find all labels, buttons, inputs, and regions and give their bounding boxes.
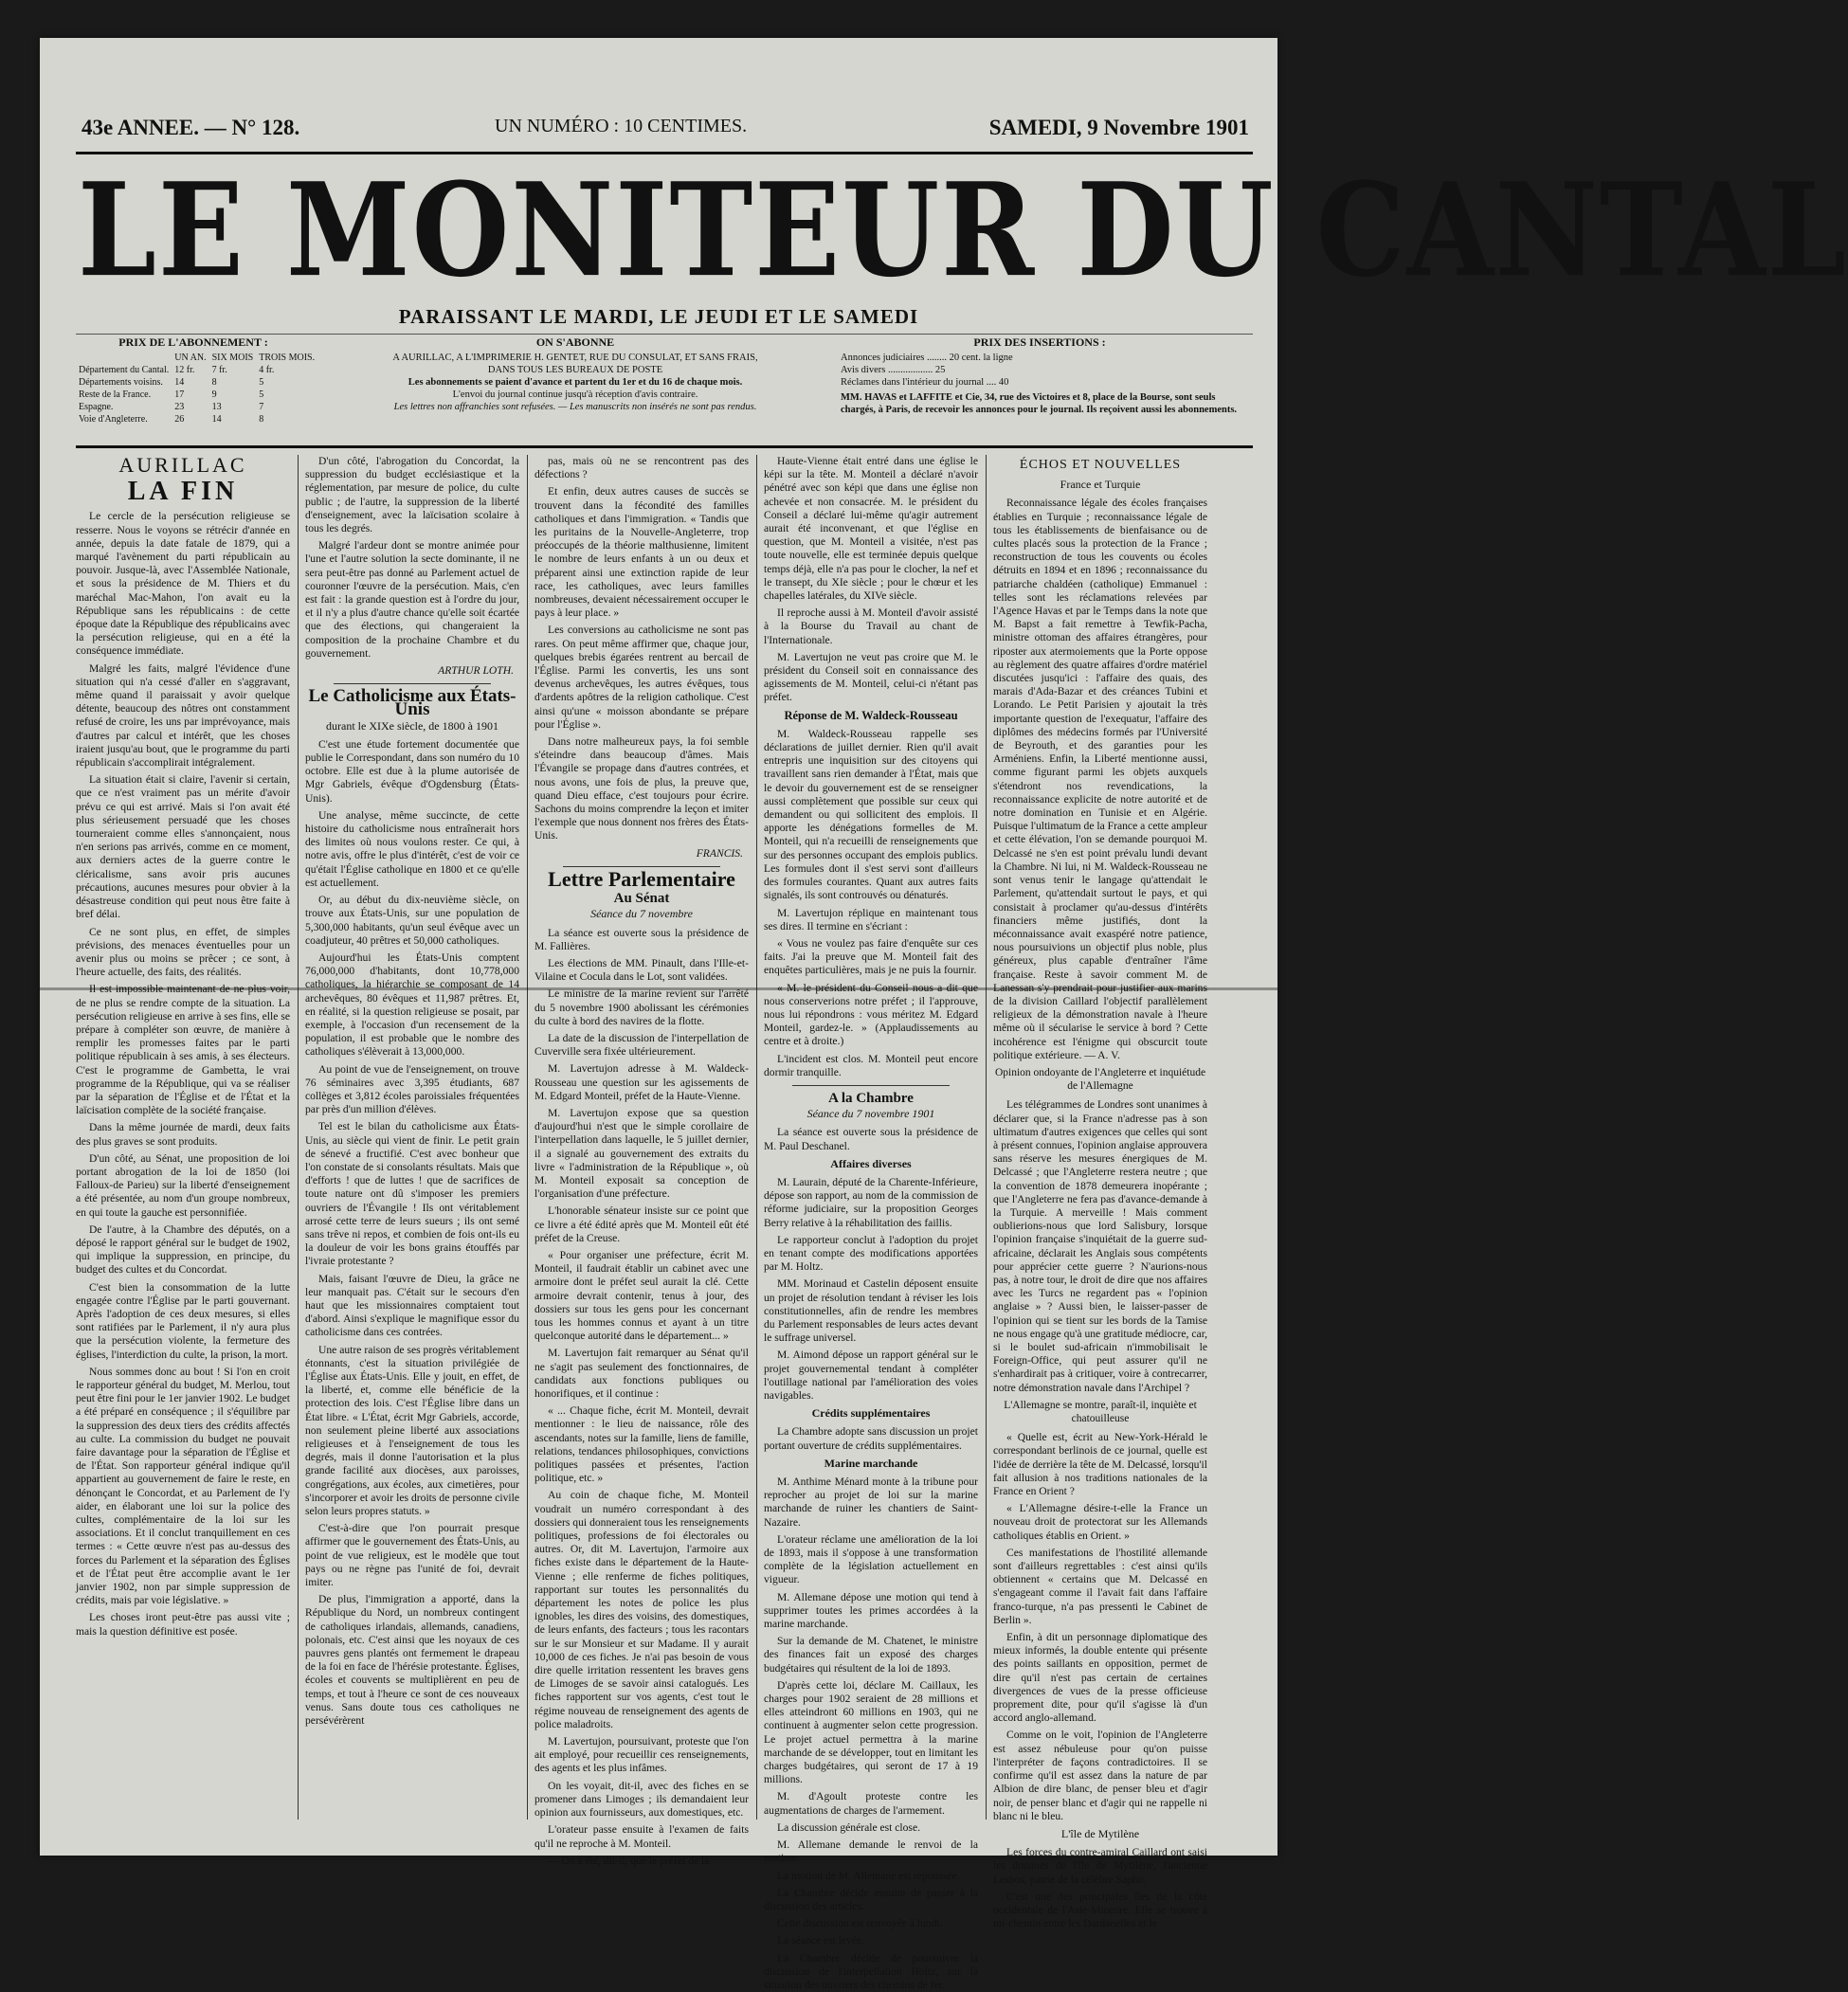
paragraph: Le cercle de la persécution religieuse se resserre. Nous le voyons se rétrécir d'année en année, depuis la date fatale de 1879, qui a marqué l'avènement du parti républicain au pouvoir. Jusque-là, avec l'Assemblée Nationale, et sous la présidence de M. Thiers et du maréchal Mac-Mahon, l'on avait eu la République sans les républicains : de cette époque date la République des républicains avec la persécution religieuse, qui en a été la conséquence immédiate.	[76, 510, 290, 658]
paragraph: MM. Morinaud et Castelin déposent ensuite un projet de résolution tendant à réviser les lois constitutionnelles, afin de rendre les membres du Parlement responsables de leurs actes devant le suffrage universel.	[764, 1277, 978, 1345]
subscription-prices	[76, 335, 316, 443]
section-subtitle: Crédits supplémentaires	[811, 1406, 931, 1421]
cell: 7 fr.	[211, 365, 227, 375]
paragraph: L'honorable sénateur insiste sur ce point que ce livre a été édité après que M. Monteil eût été préfet de la Creuse.	[534, 1204, 749, 1244]
paragraph: Malgré l'ardeur dont se montre animée pour l'une et l'autre solution la secte dominante, il ne sera peut-être pas donné au Parlement actuel de couronner l'œuvre de la persécution. Mais, c'en est fait : la grande question est à l'ordre du jour, et il n'y a plus d'autre chance qu'elle soit écartée que des élections, qui changeraient la composition de la prochaine Chambre et du gouvernement.	[305, 539, 519, 660]
paragraph: « M. le président du Conseil nous a dit que nous conserverions notre préfet ; il l'approuve, nous lui répondrons : vous méritez M. Edgard Monteil, gardez-le. » (Applaudissements au centre et à droite.)	[764, 981, 978, 1048]
cell: 14	[211, 414, 222, 425]
row-label: Espagne.	[79, 402, 114, 412]
subscribe-line: Les lettres non affranchies sont refusées. — Les manuscrits non insérés ne sont pas rendus.	[393, 402, 757, 412]
paragraph: M. Lavertujon fait remarquer au Sénat qu'il ne s'agit pas seulement des fonctionnaires, de candidats aux fonctions publiques ou honorifiques, et il continue :	[534, 1347, 749, 1400]
column-divider	[298, 455, 299, 1820]
subscribe-line: L'envoi du journal continue jusqu'à réception d'avis contraire.	[452, 389, 698, 400]
column-5	[993, 455, 1207, 1930]
paragraph: Les conversions au catholicisme ne sont pas rares. On peut même affirmer que, chaque jour, quelques brebis égarées rentrent au bercail de l'Église. Parmi les convertis, les uns sont devenus archevêques, les autres évêques, tous d'ardents apôtres de la religion catholique. C'est ainsi qu'une « moisson abondante se prépare pour l'Église ».	[534, 624, 749, 731]
paragraph: Reconnaissance légale des écoles françaises établies en Turquie ; reconnaissance légale de tous les établissements de bienfaisance ou de cultes placés sous la protection de la France ; reconstruction de tous les couvents ou écoles détruits en 1894 et en 1896 ; reconnaissance du patriarche chaldéen (catholique) Emmanuel : telles sont les réclamations relevées par l'Agence Havas et par le Temps dans la note que M. Bapst a fait remettre à Tewfik-Pacha, ministre ottoman des affaires étrangères, pour riposter aux atermoiements que la Porte oppose au règlement des quatre affaires d'ordre matériel discutées jusqu'ici : l'affaire des quais, des marais d'Ada-Bazar et des créances Tubini et Lorando. Le Petit Parisien y ajoutait la très importante question de l'exequatur, l'affaire des diplômes des médecins formés par l'Université de Beyrouth, et des garanties pour les Arméniens. Enfin, la Liberté mentionne aussi, comme figurant parmi les objets auxquels s'étendront nos revendications, la reconnaissance explicite de notre autorité et de notre domination en Tunisie et en Algérie. Puisque l'ultimatum de la France a cette ampleur et cette élévation, l'on se demande pourquoi M. Delcassé ne s'en est point prévalu lundi devant la Chambre. Ni lui, ni M. Waldeck-Rousseau ne sont venus tenir le langage qu'attendait le Parlement, qu'attendait surtout le pays, et qui consistait à proclamer qu'au-dessus d'intérêts financiers même justifiés, dont la méconnaissance avait exaspéré notre patience, nous poursuivions un objectif plus noble, plus généreux, plus capable d'entraîner l'âme française. Reste à savoir comment M. de Lanessan s'y prendrait pour justifier aux marins de la division Caillard l'objectif parallèlement religieux de la démonstration navale à l'heure même où il sécularise le service à bord ? Cette incohérence est l'énigme qui obscurcit toute politique extérieure. — A. V.	[993, 497, 1207, 1061]
row-label: Voie d'Angleterre.	[79, 414, 148, 425]
paragraph: Comme on le voit, l'opinion de l'Angleterre est assez nébuleuse pour qu'on puisse l'interpréter de façons contradictoires. Il se confirme qu'il est assez dans la nature de par Albion de dire blanc, de penser bleu et d'agir noir, de penser blanc et d'agir qui ne rappelle ni blanc ni le bleu.	[993, 1729, 1207, 1822]
section-rubrique: AURILLAC	[118, 453, 247, 477]
paragraph: C'est bien la consommation de la lutte engagée contre l'Église par le parti gouvernant. Après l'adoption de ces deux mesures, si elles sont ratifiées par le Parlement, il n'y aura plus que la persécution violente, la fermeture des églises, l'interdiction du culte, la prison, la mort.	[76, 1280, 290, 1361]
paragraph: Tel est le bilan du catholicisme aux États-Unis, au siècle qui vient de finir. Le petit grain de sénevé a fructifié. C'est avec bonheur que l'on constate de si consolants résultats. Mais que d'efforts ! que de luttes ! que de sacrifices de toute nature ont dû s'imposer les premiers ouvriers de l'Évangile ! Ils ont véritablement arrosé cette terre de leurs sueurs ; ils ont semé sans trêve ni repos, et combien de fois ont-ils eu la douleur de voir les bons grains étouffés par l'ivraie protestante ?	[305, 1120, 519, 1268]
table-row	[76, 401, 317, 413]
newspaper-page	[40, 38, 1848, 1991]
article-title: LA FIN	[127, 477, 239, 507]
section-subtitle: L'île de Mytilène	[1060, 1826, 1140, 1840]
subscribe-line: Les abonnements se paient d'avance et partent du 1er et du 16 de chaque mois.	[408, 377, 743, 388]
table-row	[76, 389, 317, 401]
paragraph: M. Lavertujon adresse à M. Waldeck-Rousseau une question sur les agissements de M. Edgard Monteil, préfet de la Haute-Vienne.	[534, 1062, 749, 1102]
cell: 8	[259, 414, 264, 425]
paragraph: M. Laurain, député de la Charente-Inférieure, dépose son rapport, au nom de la commission de réforme judiciaire, sur la proposition Georges Berry relative à la réhabilitation des faillis.	[764, 1175, 978, 1229]
paragraph: M. d'Agoult proteste contre les augmentations de charges de l'armement.	[764, 1790, 978, 1817]
columns-rule	[76, 445, 1253, 448]
paragraph: M. Waldeck-Rousseau rappelle ses déclarations de juillet dernier. Rien qu'il avait entrepris une inquisition sur des citoyens qui travaillent sans rien demander à l'État, mais que le devoir du gouvernement est de se renseigner aussi complètement que possible sur ceux qui demandent ou qui sollicitent des emplois. Il apporte les dénégations formelles de M. Monteil, qui n'a recueilli de renseignements que sur des personnes occupant des emplois publics. Les formules dont il s'est servi sont d'ailleurs des formules courantes. Quant aux autres faits signalés, ils sont controuvés ou dénaturés.	[764, 727, 978, 902]
paragraph: pas, mais où ne se rencontrent pas des défections ?	[534, 455, 749, 481]
article-signature: ARTHUR LOTH.	[438, 664, 514, 678]
cell: 12 fr.	[174, 365, 195, 375]
subscribe-title: ON S'ABONNE	[535, 335, 615, 349]
paragraph: Sur la demande de M. Chatenet, le ministre des finances fait un exposé des charges budgétaires qui résultent de la loi de 1893.	[764, 1635, 978, 1675]
paragraph: C'est une des principales îles de la côte occidentale de l'Asie-Mineure. Elle se trouve à mi-chemin entre les Dardanelles et le	[993, 1890, 1207, 1930]
paragraph: Les choses iront peut-être pas aussi vite ; mais la question définitive est posée.	[76, 1611, 290, 1638]
subscribe-line: DANS TOUS LES BUREAUX DE POSTE	[487, 365, 663, 375]
paragraph: Il est impossible maintenant de ne plus voir, de ne plus se rendre compte de la situation. La persécution religieuse en arrive à ses fins, elle se prépare à compléter son œuvre, de manière à remplir les promesses faites par le parti politique républicain à ses amis, à ses électeurs. C'est le programme de Gambetta, le vrai programme de la République, qui va se réaliser par la séparation de l'Église et de l'État et la laïcisation complète de la société française.	[76, 983, 290, 1117]
paragraph: Dans la même journée de mardi, deux faits des plus graves se sont produits.	[76, 1121, 290, 1148]
section-subtitle: Marine marchande	[824, 1456, 918, 1470]
cell: 4 fr.	[259, 365, 275, 375]
paragraph: Une analyse, même succincte, de cette histoire du catholicisme nous entraînerait hors des limites où nous voulons rester. Ce qui, à notre avis, offre le plus d'intérêt, c'est de voir ce qu'était l'Église catholique en 1800 et ce qu'elle est actuellement.	[305, 808, 519, 889]
table-row	[76, 376, 317, 389]
paragraph: De plus, l'immigration a apporté, dans la République du Nord, un nombreux contingent de catholiques irlandais, allemands, canadiens, polonais, etc. C'est ainsi que les noyaux de ces pauvres gens plantés ont fermement le drapeau de la foi en face de l'hérésie protestante. Églises, écoles et couvents se multiplièrent en peu de temps, et tout à l'heure ce sont de ces nouveaux venus. Sans doute tous ces catholiques ne persévérèrent	[305, 1593, 519, 1728]
paragraph: La situation était si claire, l'avenir si certain, que ce n'est vraiment pas un mérite d'avoir prévu ce qui est arrivé. Mais si l'on avait été plus sérieusement persuadé que les choses tourneraient comme elles s'annonçaient, nous n'en serions pas arrivés, comme en ce moment, aux derniers actes de la guerre contre le cléricalisme, sans avoir pris aucunes précautions, aucunes mesures pour obvier à la désastreuse condition qui peut nous être faite à bref délai.	[76, 773, 290, 921]
article-signature: FRANCIS.	[696, 846, 743, 860]
paragraph: L'incident est clos. M. Monteil peut encore dormir tranquille.	[764, 1052, 978, 1078]
section-subtitle: Affaires diverses	[830, 1156, 912, 1170]
insertion-note: MM. HAVAS et LAFFITE et Cie, 34, rue des Victoires et 8, place de la Bourse, sont seuls chargés, à Paris, de recevoir les annonces pour le journal. Ils reçoivent aussi les abonnements.	[841, 392, 1238, 415]
paragraph: La Chambre décide de poursuivre la discussion de l'interpellation Holtz, sur la situation des ouvriers des chemins de fer.	[764, 1951, 978, 1991]
paragraph: M. Aimond dépose un rapport général sur le projet gouvernemental tendant à compléter l'outillage national par l'amélioration des voies navigables.	[764, 1349, 978, 1402]
paragraph: On les voyait, dit-il, avec des fiches en se promener dans Limoges ; ils demandaient leur opinion aux fournisseurs, aux domestiques, etc.	[534, 1779, 749, 1820]
paragraph: La séance est ouverte sous la présidence de M. Paul Deschanel.	[764, 1126, 978, 1152]
paper-fold	[40, 987, 1277, 990]
article-title: Le Catholicisme aux États-Unis	[308, 686, 516, 720]
paragraph: Dans notre malheureux pays, la foi semble s'éteindre dans beaucoup d'âmes. Mais l'Évangile se propage dans d'autres contrées, et nous avons, une fois de plus, la preuve que, quand Dieu efface, c'est toujours pour écrire. Sachons du moins comprendre la leçon et imiter l'exemple que nous donnent nos frères des États-Unis.	[534, 735, 749, 842]
table-row	[76, 364, 317, 376]
newspaper-subtitle: PARAISSANT LE MARDI, LE JEUDI ET LE SAMEDI	[398, 305, 919, 328]
issue-number: 43e ANNEE. — N° 128.	[82, 116, 300, 139]
paragraph: La discussion générale est close.	[777, 1820, 920, 1834]
paragraph: Ce ne sont plus, en effet, de simples prévisions, des menaces éventuelles pour un avenir plus ou moins se prêcer ; ce sont, à l'heure actuelle, des faits, des réalités.	[76, 925, 290, 979]
col-header: SIX MOIS	[211, 353, 254, 363]
section-title: Réponse de M. Waldeck-Rousseau	[784, 708, 958, 722]
paragraph: M. Lavertujon réplique en maintenant tous ses dires. Il termine en s'écriant :	[764, 906, 978, 933]
column-4	[764, 455, 978, 1991]
paragraph: M. Lavertujon ne veut pas croire que M. le président du Conseil soit en connaissance des agissements de M. Monteil, celui-ci n'étant pas préfet.	[764, 650, 978, 704]
paragraph: Mais, faisant l'œuvre de Dieu, la grâce ne leur manquait pas. C'était sur le secours d'en haut que les missionnaires comptaient tout d'abord. Ainsi s'explique le magnifique essor du catholicisme dans ces contrées.	[305, 1272, 519, 1339]
paragraph: D'un côté, l'abrogation du Concordat, la suppression du budget ecclésiastique et la réglementation, par mesure de police, du culte public ; de l'autre, la suppression de la liberté d'enseignement, avec la laïcisation scolaire à tous les degrés.	[305, 455, 519, 535]
cell: 9	[211, 389, 217, 400]
col-header: TROIS MOIS.	[259, 353, 316, 363]
cell: 23	[174, 402, 185, 412]
paragraph: M. Lavertujon expose que sa question d'aujourd'hui n'est que le simple corollaire de l'interpellation dans laquelle, le 5 juillet dernier, il a signalé au gouvernement des extraits du livre « l'administration de la République », où M. Monteil exposait sa conception de l'organisation d'une préfecture.	[534, 1106, 749, 1201]
subscribe-line: A AURILLAC, A L'IMPRIMERIE H. GENTET, RUE DU CONSULAT, ET SANS FRAIS,	[392, 353, 758, 363]
cell: 26	[174, 414, 185, 425]
paragraph: La Chambre adopte sans discussion un projet portant ouverture de crédits supplémentaires.	[764, 1425, 978, 1452]
cell: 5	[259, 389, 264, 400]
paragraph: La Chambre décide ensuite de passer à la discussion des articles.	[764, 1886, 978, 1912]
paragraph: La motion de M. Allemane est repoussée.	[777, 1869, 960, 1882]
paragraph: M. Allemane dépose une motion qui tend à supprimer toutes les primes accordées à la marine marchande.	[764, 1590, 978, 1631]
paragraph: Au point de vue de l'enseignement, on trouve 76 séminaires avec 3,395 étudiants, 687 collèges et 3,812 écoles paroissiales fréquentées par près d'un million d'élèves.	[305, 1062, 519, 1116]
paragraph: « Vous ne voulez pas faire d'enquête sur ces faits. J'ai la preuve que M. Monteil fait des enquêtes particulières, mais je ne puis la fournir.	[764, 936, 978, 977]
paragraph: — On a été, dit-il, que le préfet de la	[548, 1854, 710, 1867]
paragraph: La date de la discussion de l'interpellation de Cuverville sera fixée ultérieurement.	[534, 1031, 749, 1059]
box-rule-top	[76, 334, 1253, 335]
paragraph: Il reproche aussi à M. Monteil d'avoir assisté à la Bourse du Travail au chant de l'Internationale.	[764, 607, 978, 646]
paragraph: « L'Allemagne désire-t-elle la France un nouveau droit de protectorat sur les Allemands catholiques établis en Orient. »	[993, 1502, 1207, 1542]
article-title: Lettre Parlementaire	[548, 866, 735, 891]
paragraph: Une autre raison de ses progrès véritablement étonnants, c'est la situation privilégiée de l'Église aux États-Unis. Elle y jouit, en effet, de la liberté, et, comme elle bénéficie de la protection des lois. C'est l'Église libre dans un État libre. « L'État, écrit Mgr Gabriels, accorde, non seulement pleine liberté aux associations religieuses et à l'enseignement de tous les degrés, mais il donne l'autorisation et la plus grande facilité aux diocèses, aux paroisses, congrégations, aux écoles, aux cimetières, pour s'incorporer et avoir les droits de personne civile selon leurs propres statuts. »	[305, 1343, 519, 1518]
table-row	[76, 413, 317, 426]
cell: 14	[174, 377, 185, 388]
paragraph: D'un côté, au Sénat, une proposition de loi portant abrogation de la loi de 1850 (loi Falloux-de Parieu) sur la liberté d'enseignement a été présentée, au nom d'un groupe nombreux, en qui toute la gauche est personnifiée.	[76, 1151, 290, 1219]
paragraph: Aujourd'hui les États-Unis comptent 76,000,000 d'habitants, dont 10,778,000 catholiques, la hiérarchie se composant de 14 archevêques, 80 évêques et 11,987 prêtres. Et, en réalité, si la question religieuse se posait, par exemple, à l'occasion d'un recensement de la population, il est probable que le nombre des catholiques s'élèverait à 13,000,000.	[305, 951, 519, 1059]
cell: 7	[259, 402, 264, 412]
paragraph: Cette discussion est renvoyée à lundi.	[777, 1917, 943, 1930]
paragraph: Le ministre de la marine revient sur l'arrêté du 5 novembre 1900 abolissant les cérémonies du culte à bord des navires de la flotte.	[534, 987, 749, 1027]
column-divider	[986, 455, 987, 1820]
row-label: Département du Cantal.	[79, 365, 170, 375]
subscription-table	[76, 352, 317, 426]
cell: 13	[211, 402, 222, 412]
insertion-row: Réclames dans l'intérieur du journal .... 40	[841, 377, 1009, 388]
column-3	[534, 455, 749, 1867]
paragraph: Et enfin, deux autres causes de succès se trouvent dans la fécondité des familles catholiques et dans l'immigration. « Tandis que les puritains de la Nouvelle-Angleterre, trop préoccupés de la théorie malthusienne, limitent le nombre de leurs enfants à un ou deux et préparent ainsi une extinction rapide de leur race, les catholiques, avec leurs familles nombreuses, devaient nécessairement occuper le pays à leur place. »	[534, 485, 749, 620]
paragraph: Enfin, à dit un personnage diplomatique des mieux informés, la double entente qui présente des points saillants en opposition, permet de dire qu'il n'est pas certain de certaines divergences de vues de la presse officieuse proprement dite, pour qu'il s'agisse là d'un accord anglo-allemand.	[993, 1631, 1207, 1725]
paragraph: C'est-à-dire que l'on pourrait presque affirmer que le gouvernement des États-Unis, au point de vue religieux, est le modèle que tout pays ou ne règne pas l'unité de foi, devrait imiter.	[305, 1522, 519, 1589]
newspaper-title: LE MONITEUR DU CANTAL	[78, 154, 1848, 306]
cell: 8	[211, 377, 217, 388]
paragraph: Or, au début du dix-neuvième siècle, on trouve aux États-Unis, sur une population de 5,300,000 habitants, qu'un seul évêque avec un coadjuteur, 40 prêtres et 50,000 catholiques.	[305, 894, 519, 947]
session-date: Séance du 7 novembre	[590, 907, 693, 921]
paragraph: Haute-Vienne était entré dans une église le képi sur la tête. M. Monteil a déclaré n'avoir pénétré avec son képi que dans une église non achevée et non consacrée. M. le président du Conseil a déclaré lui-même qu'agir autrement aurait été inconvenant, et que l'église en question, que M. Monteil a visitée, n'est pas toute nouvelle, elle est terminée depuis quelque temps déjà, elle n'a pas pour le clocher, la nef et le transept, du XIe siècle ; pour le chœur et les chapelles latérales, du XIVe siècle.	[764, 455, 978, 603]
column-divider	[756, 455, 757, 1820]
insertion-row: Avis divers .................. 25	[841, 365, 946, 375]
insertion-row: Annonces judiciaires ........ 20 cent. la ligne	[841, 353, 1013, 363]
section-subtitle: L'Allemagne se montre, paraît-il, inquiète et chatouilleuse	[1004, 1399, 1197, 1425]
paragraph: Ces manifestations de l'hostilité allemande sont d'ailleurs regrettables : c'est ainsi qu'ils obtiennent « certains que M. Delcassé en s'engageant comme il l'avait fait dans l'affaire franco-turque, n'a pas pressenti le Cabinet de Berlin ».	[993, 1546, 1207, 1626]
cell: 17	[174, 389, 185, 400]
article-subtitle: durant le XIXe siècle, de 1800 à 1901	[326, 718, 498, 733]
paragraph: Malgré les faits, malgré l'évidence d'une situation qui n'a cessé d'aller en s'aggravant, même quand il paraissait y avoir quelque détente, beaucoup des nôtres ont constamment refusé de croire, les uns par imprévoyance, mais d'autres par calcul et intérêt, que les choses iraient jusqu'au bout, que le programme du parti républicain s'accomplirait intégralement.	[76, 661, 290, 770]
paragraph: La séance est levée.	[777, 1934, 865, 1947]
article-separator	[792, 1085, 950, 1086]
subscription-info	[324, 336, 826, 443]
subscription-title: PRIX DE L'ABONNEMENT :	[118, 335, 268, 349]
section-title: Au Sénat	[613, 891, 670, 907]
insertion-title: PRIX DES INSERTIONS :	[973, 335, 1106, 349]
paragraph: C'est une étude fortement documentée que publie le Correspondant, dans son numéro du 10 octobre. Elle est due à la plume autorisée de Mgr Gabriels, évêque d'Ogdensburg (États-Unis).	[305, 737, 519, 805]
paragraph: Nous sommes donc au bout ! Si l'on en croit le rapporteur général du budget, M. Merlou, tout peut être fini pour le 1er janvier 1902. Le budget a été préparé en conséquence ; il s'équilibre par la suppression des deux tiers des crédits affectés au culte. La commission du budget ne pouvait faire davantage pour la séparation de l'Église et de l'État. Son rapporteur général indique qu'il appartient au gouvernement de faire le reste, en dénonçant le Concordat, et au Parlement de l'y aider, en élaborant une loi sur la police des cultes, complémentaire de la loi sur les associations. Et il conclut tranquillement en ces termes : « Cette œuvre n'est pas au-dessus des forces du Parlement et la séparation des Églises et de l'État peut être accomplie avant le 1er janvier 1902, non par simple suppression de crédits, mais par voie législative. »	[76, 1365, 290, 1607]
paragraph: L'orateur réclame une amélioration de la loi de 1893, mais il s'oppose à une transformation complète de la législation actuellement en vigueur.	[764, 1532, 978, 1586]
row-label: Départements voisins.	[79, 377, 163, 388]
table-row	[76, 352, 317, 364]
paragraph: « Pour organiser une préfecture, écrit M. Monteil, il faudrait établir un cabinet avec une armoire dont le préfet seul aurait la clé. Cette armoire devrait contenir, tenus à jour, des dossiers sur tous les gens pour les concernant tous les hommes connus et ayant à un titre quelconque autorité dans le département... »	[534, 1248, 749, 1343]
cell: 5	[259, 377, 264, 388]
paragraph: Les élections de MM. Pinault, dans l'Ille-et-Vilaine et Cocula dans le Lot, sont validées.	[534, 956, 749, 984]
column-1	[76, 455, 290, 1829]
paragraph: « ... Chaque fiche, écrit M. Monteil, devrait mentionner : le lieu de naissance, rôle des ascendants, notes sur la famille, liens de famille, relations, tendances philosophiques, convictions politiques passées et présentes, l'action politique, etc. »	[534, 1404, 749, 1485]
paragraph: L'orateur passe ensuite à l'examen de faits qu'il ne reproche à M. Monteil.	[534, 1823, 749, 1850]
paragraph: M. Allemane demande le renvoi de la motion.	[764, 1838, 978, 1865]
paragraph: Le rapporteur conclut à l'adoption du projet en tenant compte des modifications apportées par M. Holtz.	[764, 1233, 978, 1274]
paragraph: M. Anthime Ménard monte à la tribune pour reprocher au projet de loi sur la marine marchande de ruiner les chantiers de Saint-Nazaire.	[764, 1476, 978, 1529]
col-header: UN AN.	[174, 353, 207, 363]
paragraph: Les forces du contre-amiral Caillard ont saisi les douanes de l'île de Mytilène, l'ancienne Lesbos, patrie de la célèbre Sapho.	[993, 1846, 1207, 1886]
paragraph: « Quelle est, écrit au New-York-Hérald le correspondant berlinois de ce journal, quelle est l'idée de derrière la tête de M. Delcassé, lorsqu'il fait allusion à nos traditions nationales de la France en Orient ?	[993, 1431, 1207, 1498]
column-2	[305, 455, 519, 1829]
section-subtitle: France et Turquie	[1060, 478, 1141, 492]
article-separator	[334, 683, 491, 684]
section-title: A la Chambre	[828, 1090, 914, 1106]
paragraph: D'après cette loi, déclare M. Caillaux, les charges pour 1902 seraient de 28 millions et elles atteindront 60 millions en 1903, qui ne continuent à augmenter selon cette progression. Le projet actuel permettra à la marine marchande de se développer, tout en limitant les charges budgétaires, qui seront de 17 à 19 millions.	[764, 1678, 978, 1786]
session-date: Séance du 7 novembre 1901	[806, 1107, 935, 1121]
row-label: Reste de la France.	[79, 389, 152, 400]
issue-date: SAMEDI, 9 Novembre 1901	[988, 116, 1249, 139]
paragraph: Au coin de chaque fiche, M. Monteil voudrait un numéro correspondant à des dossiers qui donneraient tous les renseignements politiques, professions de foi électorales ou autres. Or, dit M. Lavertujon, l'armoire aux fiches existe dans le département de la Haute-Vienne ; elle renferme de fiches politiques, rapportant sur toutes les personnalités du département les notes de police les plus ignobles, les dires des voisins, des domestiques, de leurs enfants, des facteurs ; tous les racontars sur le sur Monsieur et sur Madame. Il y aurait 10,000 de ces fiches. Je n'ai pas besoin de vous dire quelle irritation ressentent les braves gens de Limoges de se savoir ainsi catalogués. Les fiches rapportent sur vos agents, c'est tout le régime nouveau de renseignement des agents de police maladroits.	[534, 1489, 749, 1730]
paragraph: La séance est ouverte sous la présidence de M. Fallières.	[534, 926, 749, 952]
price-per-issue: UN NUMÉRO : 10 CENTIMES.	[495, 116, 748, 136]
paragraph: M. Lavertujon, poursuivant, proteste que l'on ait employé, pour recueillir ces renseignements, des agents et les plus infâmes.	[534, 1735, 749, 1775]
section-subtitle: Opinion ondoyante de l'Angleterre et inquiétude de l'Allemagne	[994, 1066, 1206, 1093]
column-divider	[527, 455, 528, 1820]
paragraph: De l'autre, à la Chambre des députés, on a déposé le rapport général sur le budget de 1902, qui implique la suppression, en principe, du budget des cultes et du Concordat.	[76, 1222, 290, 1277]
insertion-prices	[841, 336, 1239, 443]
paragraph: Les télégrammes de Londres sont unanimes à déclarer que, si la France n'adresse pas à son ultimatum d'autres exigences que celles qui sont à présent connues, l'opinion anglaise approuvera sans réserve les mesures énergiques de M. Delcassé ; que l'Angleterre restera neutre ; que la convention de 1878 demeurera inopérante ; que l'Angleterre ne fera pas d'avance-demande à la Turquie. A merveille ! Mais comment oublierions-nous que lord Salisbury, lorsque l'opinion française s'inquiétait de la guerre sud-africaine, déclarait les Anglais sous compétents pour apprécier cette guerre ? N'aurions-nous pas, à notre tour, le droit de dire que nos affaires avec les Turcs ne regardent pas « l'opinion anglaise » ? Aussi bien, le laisser-passer de l'opinion qui se tient sur les bords de la Tamise ne nous engage qu'à une gratitude médiocre, car, si le boulet sud-africain n'immobilisait le Foreign-Office, qui peut assurer qu'il ne s'enhardirait pas à critiquer, voire à contrecarrer, notre démonstration navale dans l'Archipel ?	[993, 1098, 1207, 1394]
section-rubrique: ÉCHOS ET NOUVELLES	[1019, 458, 1182, 472]
